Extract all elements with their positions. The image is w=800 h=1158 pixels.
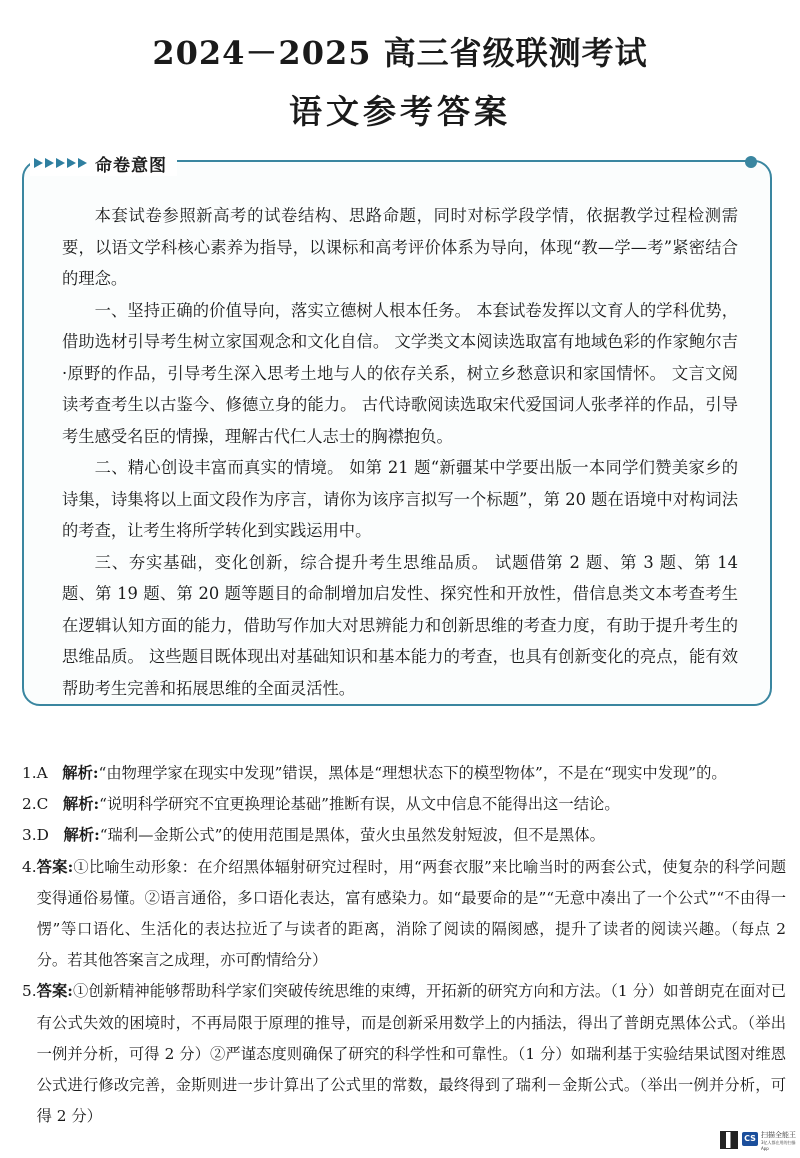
answer-tag: 解析: — [62, 764, 99, 782]
scanner-watermark — [761, 1131, 800, 1152]
answer-body — [63, 820, 786, 851]
answer-tag: 答案: — [36, 857, 74, 876]
answer-number: 1.A — [22, 764, 48, 782]
intent-paragraph: 三、夯实基础，变化创新，综合提升考生思维品质。 试题借第 2 题、第 3 题、第 14 题、第 19 题、第 20 题等题目的命制增加启发性、探究性和开放性，借信息类文本考查考生在逻辑认知方面的能力，借助写作加大对思辨能力和创新思维的考查力度，有助于提升考生的思维品质。 这些题目既体现出对基础知识和基本能力的考查，也具有创新变化的亮点，能有效帮助考生完善和拓展思维的全面灵活性。 — [62, 552, 738, 698]
answers-section — [22, 758, 786, 1132]
answer-text: ①比喻生动形象：在介绍黑体辐射研究过程时，用“两套衣服”来比喻当时的两套公式，使复杂的科学问题变得通俗易懂。②语言通俗，多口语化表达，富有感染力。如“最要命的是”“无意中凑出了一个公式”“不由得一愣”等口语化、生活化的表达拉近了与读者的距离，消除了阅读的隔阂感，提升了读者的阅读兴趣。（每点 2 分。若其他答案言之成理，亦可酌情给分） — [36, 857, 786, 970]
answer-item — [22, 789, 786, 820]
answer-item — [22, 820, 786, 851]
answer-body — [62, 758, 786, 789]
answer-item — [22, 852, 786, 977]
scanner-slogan: 3亿人都在用的扫描App — [761, 1140, 796, 1151]
panel-corner-dot — [745, 156, 757, 168]
answer-number: 4. — [22, 857, 37, 876]
intent-heading-label: 命卷意图 — [95, 155, 167, 176]
intent-heading — [30, 150, 177, 176]
panel-header-rule — [212, 160, 752, 162]
answer-text: “说明科学研究不宜更换理论基础”推断有误，从文中信息不能得出这一结论。 — [99, 795, 620, 814]
answer-number: 3.D — [22, 826, 49, 845]
scanner-name: 扫描全能王 — [761, 1131, 796, 1139]
answer-number: 2.C — [22, 795, 49, 814]
intent-body — [62, 200, 738, 704]
intent-paragraph: 二、精心创设丰富而真实的情境。 如第 21 题“新疆某中学要出版一本同学们赞美家乡的诗集，诗集将以上面文段作为序言，请你为该序言拟写一个标题”，第 20 题在语境中对构词法的考查，让考生将所学转化到实践运用中。 — [62, 458, 738, 540]
answer-item — [22, 758, 786, 789]
exam-title: 2024－2025 高三省级联测考试 — [152, 34, 648, 72]
answer-body — [37, 976, 786, 1132]
answer-tag: 解析: — [62, 795, 100, 814]
scanner-logo-icon: CS — [742, 1132, 758, 1146]
intent-paragraph: 一、坚持正确的价值导向，落实立德树人根本任务。 本套试卷发挥以文育人的学科优势，借助选材引导考生树立家国观念和文化自信。 文学类文本阅读选取富有地域色彩的作家鲍尔吉·原野的作品，引导考生深入思考土地与人的依存关系，树立乡愁意识和家国情怀。 文言文阅读考查考生以古鉴今、修德立身的能力。 古代诗歌阅读选取宋代爱国词人张孝祥的作品，引导考生感受名臣的情操，理解古代仁人志士的胸襟抱负。 — [62, 300, 738, 446]
answer-text: ①创新精神能够帮助科学家们突破传统思维的束缚，开拓新的研究方向和方法。（1 分）如普朗克在面对已有公式失效的困境时，不再局限于原理的推导，而是创新采用数学上的内插法，得出了普朗克黑体公式。（举出一例并分析，可得 2 分）②严谨态度则确保了研究的科学性和可靠性。（1 分）如瑞利基于实验结果试图对维恩公式进行修改完善，金斯则进一步计算出了公式里的常数，最终得到了瑞利－金斯公式。（举出一例并分析，可得 2 分） — [36, 982, 787, 1126]
answer-body — [37, 852, 786, 977]
qr-code-icon — [720, 1131, 738, 1149]
answer-tag: 解析: — [63, 826, 100, 845]
answer-key-title: 语文参考答案 — [289, 92, 511, 131]
answer-tag: 答案: — [36, 982, 73, 1001]
answer-item — [22, 976, 786, 1132]
answer-body — [63, 789, 786, 820]
arrow-bullets-icon — [34, 158, 87, 168]
answer-text: “由物理学家在现实中发现”错误，黑体是“理想状态下的模型物体”，不是在“现实中发现”的。 — [98, 764, 727, 782]
answer-text: “瑞利—金斯公式”的使用范围是黑体，萤火虫虽然发射短波，但不是黑体。 — [99, 826, 605, 845]
answer-number: 5. — [22, 982, 37, 1001]
intent-paragraph: 本套试卷参照新高考的试卷结构、思路命题，同时对标学段学情，依据教学过程检测需要，以语文学科核心素养为指导，以课标和高考评价体系为导向，体现“教—学—考”紧密结合的理念。 — [62, 206, 738, 288]
